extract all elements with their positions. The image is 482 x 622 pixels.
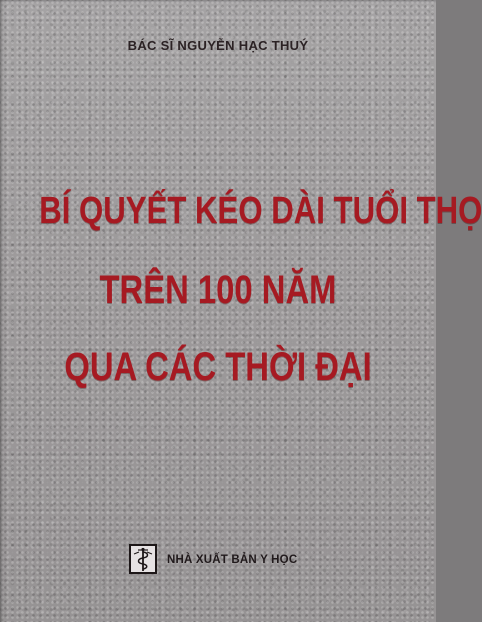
publisher-block	[129, 544, 297, 574]
title-line-3: QUA CÁC THỜI ĐẠI	[64, 345, 372, 389]
title-line-1: BÍ QUYẾT KÉO DÀI TUỔI THỌ	[39, 190, 482, 232]
cover-edge-shadow-top	[0, 0, 436, 3]
author-name: BÁC SĨ NGUYỄN HẠC THUÝ	[127, 38, 309, 53]
title-line-2: TRÊN 100 NĂM	[99, 268, 337, 312]
publisher-name: NHÀ XUẤT BẢN Y HỌC	[167, 554, 298, 566]
medical-caduceus-icon	[129, 544, 157, 574]
cover-edge-shadow-left	[0, 0, 4, 622]
